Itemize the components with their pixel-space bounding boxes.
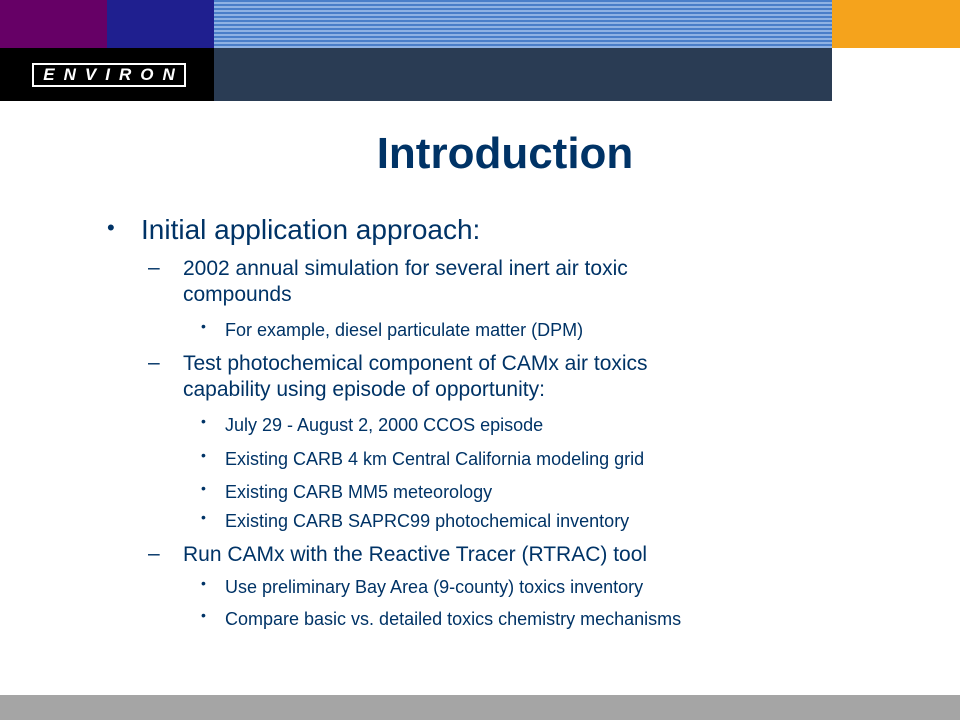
sub-bullet-annual-simulation-line1: 2002 annual simulation for several inert air toxic: [183, 257, 628, 280]
item-mm5-meteorology: Existing CARB MM5 meteorology: [225, 482, 493, 502]
dot-marker: •: [201, 413, 206, 429]
item-ccos-episode: July 29 - August 2, 2000 CCOS episode: [225, 415, 544, 435]
bullet-marker: •: [107, 215, 115, 240]
item-saprc99-inventory: Existing CARB SAPRC99 photochemical inventory: [225, 511, 630, 531]
dash-marker: –: [148, 542, 160, 565]
item-modeling-grid: Existing CARB 4 km Central California modeling grid: [225, 449, 645, 469]
bullet-initial-approach: Initial application approach:: [141, 214, 481, 245]
item-dpm-example: For example, diesel particulate matter (DPM): [225, 320, 584, 340]
dot-marker: •: [201, 575, 206, 591]
dot-marker: •: [201, 607, 206, 623]
sub-bullet-photochemical-line2: capability using episode of opportunity:: [183, 378, 545, 401]
header-purple-block: [0, 0, 107, 48]
sub-bullet-photochemical-line1: Test photochemical component of CAMx air toxics: [183, 352, 648, 375]
footer-bar: [0, 695, 960, 720]
item-chemistry-mechanisms: Compare basic vs. detailed toxics chemistry mechanisms: [225, 609, 682, 629]
dot-marker: •: [201, 318, 206, 334]
header-striped-band: [214, 0, 832, 48]
sub-bullet-annual-simulation-line2: compounds: [183, 283, 292, 306]
dash-marker: –: [148, 256, 160, 279]
dash-marker: –: [148, 351, 160, 374]
environ-logo: [32, 63, 186, 87]
header-orange-block: [832, 0, 960, 48]
header-slate-band: [214, 48, 832, 101]
header-navy-block: [107, 0, 214, 48]
item-bay-area-inventory: Use preliminary Bay Area (9-county) toxics inventory: [225, 577, 644, 597]
dot-marker: •: [201, 509, 206, 525]
dot-marker: •: [201, 480, 206, 496]
logo-text: ENVIRON: [43, 65, 184, 84]
slide-title: Introduction: [376, 129, 634, 178]
dot-marker: •: [201, 447, 206, 463]
sub-bullet-rtrac: Run CAMx with the Reactive Tracer (RTRAC) tool: [183, 543, 648, 566]
